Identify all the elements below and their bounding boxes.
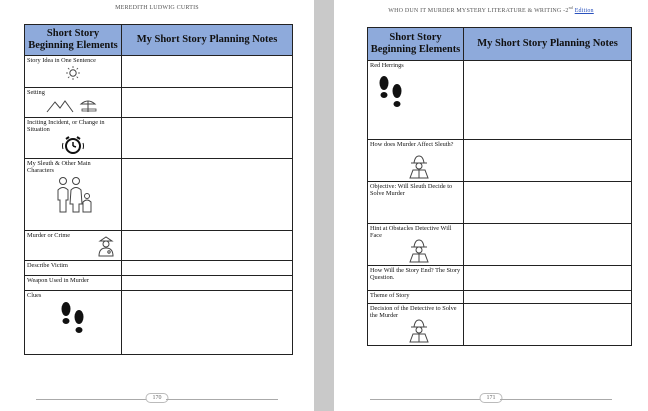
row-label: Weapon Used in Murder [27,277,89,284]
table-row [25,118,293,159]
col-header-elements: Short Story Beginning Elements [368,28,464,61]
row-label: Clues [27,292,42,299]
notes-cell[interactable] [464,291,632,304]
family-icon [53,176,93,214]
page-header-left: MEREDITH LUDWIG CURTIS [115,5,199,11]
table-row [25,261,293,276]
row-label: Red Herrings [370,62,404,69]
table-row [25,276,293,291]
table-row [368,182,632,224]
row-label: Inciting Incident, or Change in Situation [27,119,105,134]
mountains-beach-icon [43,97,103,113]
planning-table-right [367,27,632,346]
table-row [368,304,632,346]
page-number: 170 [146,393,169,403]
row-label: Objective: Will Sleuth Decide to Solve Murder [370,183,453,198]
page-footer-right [334,391,648,407]
notes-cell[interactable] [122,291,293,355]
table-row [25,291,293,355]
table-row [25,88,293,118]
notes-cell[interactable] [122,88,293,118]
page-number: 171 [480,393,503,403]
notes-cell[interactable] [122,276,293,291]
notes-cell[interactable] [122,118,293,159]
notes-cell[interactable] [464,224,632,266]
row-label: Theme of Story [370,292,410,299]
detective-icon [408,239,430,263]
notes-cell[interactable] [464,304,632,346]
row-label: Hint at Obstacles Detective Will Face [370,225,452,240]
notes-cell[interactable] [464,140,632,182]
table-row [368,140,632,182]
table-row [25,159,293,231]
notes-cell[interactable] [122,159,293,231]
police-officer-icon [97,235,115,257]
lightbulb-icon [64,65,82,81]
row-label: Story Idea in One Sentence [27,57,96,64]
notes-cell[interactable] [464,182,632,224]
alarm-clock-icon [60,135,86,155]
notes-cell[interactable] [122,261,293,276]
left-page [0,0,314,411]
notes-cell[interactable] [122,231,293,261]
row-label: Setting [27,89,45,96]
row-label: My Sleuth & Other Main Characters [27,160,91,175]
detective-icon [408,319,430,343]
planning-table-left [24,24,293,355]
footprints-icon [376,74,406,112]
row-label: Decision of the Detective to Solve the Murder [370,305,457,320]
page-footer-left [0,391,314,407]
table-row [368,291,632,304]
row-label: How does Murder Affect Sleuth? [370,141,454,148]
table-row [25,231,293,261]
table-row [368,266,632,291]
right-page [334,0,648,411]
table-row [368,224,632,266]
page-header-right: WHO DUN IT MURDER MYSTERY LITERATURE & WRITING -2nd Edition [388,5,594,14]
row-label: Murder or Crime [27,232,71,239]
notes-cell[interactable] [464,266,632,291]
footprints-icon [58,300,88,338]
col-header-notes: My Short Story Planning Notes [464,28,632,61]
table-row [368,61,632,140]
notes-cell[interactable] [122,56,293,88]
row-label: How Will the Story End? The Story Question. [370,267,461,282]
table-row [25,56,293,88]
detective-icon [408,155,430,179]
row-label: Describe Victim [27,262,68,269]
notes-cell[interactable] [464,61,632,140]
col-header-elements: Short Story Beginning Elements [25,25,122,56]
col-header-notes: My Short Story Planning Notes [122,25,293,56]
